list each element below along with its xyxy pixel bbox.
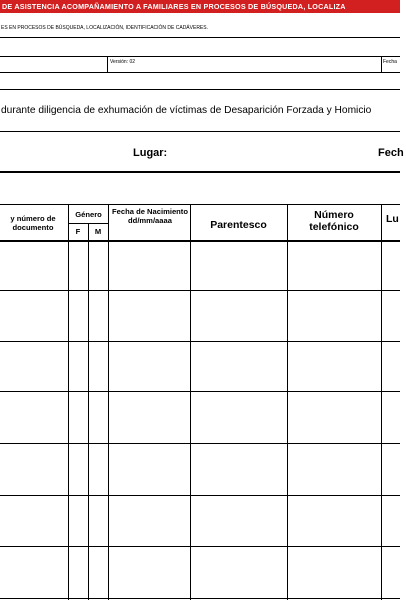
gender-subdivider (68, 223, 109, 224)
activity-description: durante diligencia de exhumación de víctimas de Desaparición Forzada y Homicio (1, 105, 372, 116)
divider (107, 56, 108, 73)
col-header-gender-f: F (75, 227, 81, 236)
row-divider (0, 598, 400, 599)
date-label: Fecha (383, 59, 397, 65)
place-label: Lugar: (133, 147, 168, 159)
col-header-birthdate: Fecha de Nacimiento dd/mm/aaaa (112, 207, 188, 225)
divider (381, 56, 382, 73)
col-header-document: y número de documento (10, 214, 56, 232)
col-header-gender-m: M (94, 227, 102, 236)
row-divider (0, 391, 400, 392)
table-row (0, 342, 400, 391)
divider (0, 72, 400, 73)
table-row (0, 496, 400, 546)
version-label: Versión: 02 (110, 59, 136, 65)
table-row (0, 547, 400, 598)
table-row (0, 292, 400, 341)
row-divider (0, 290, 400, 291)
col-header-place: Lu (386, 213, 399, 225)
col-header-relationship: Parentesco (210, 219, 267, 231)
date-label-main: Fech (378, 147, 404, 159)
divider (0, 171, 400, 173)
table-row (0, 444, 400, 495)
form-title-banner (0, 0, 400, 13)
table-row (0, 393, 400, 443)
col-header-gender: Género (75, 210, 102, 219)
table-row (0, 242, 400, 290)
divider (0, 89, 400, 90)
divider (0, 131, 400, 132)
table-top-border (0, 204, 400, 205)
form-subtitle: ES EN PROCESOS DE BÚSQUEDA, LOCALIZACIÓN, IDENTIFICACIÓN DE CADÁVERES. (1, 25, 208, 31)
form-title: DE ASISTENCIA ACOMPAÑAMIENTO A FAMILIARES EN PROCESOS DE BÚSQUEDA, LOCALIZA (2, 2, 346, 11)
col-header-phone: Número telefónico (309, 209, 359, 233)
divider (0, 56, 400, 57)
divider (0, 37, 400, 38)
